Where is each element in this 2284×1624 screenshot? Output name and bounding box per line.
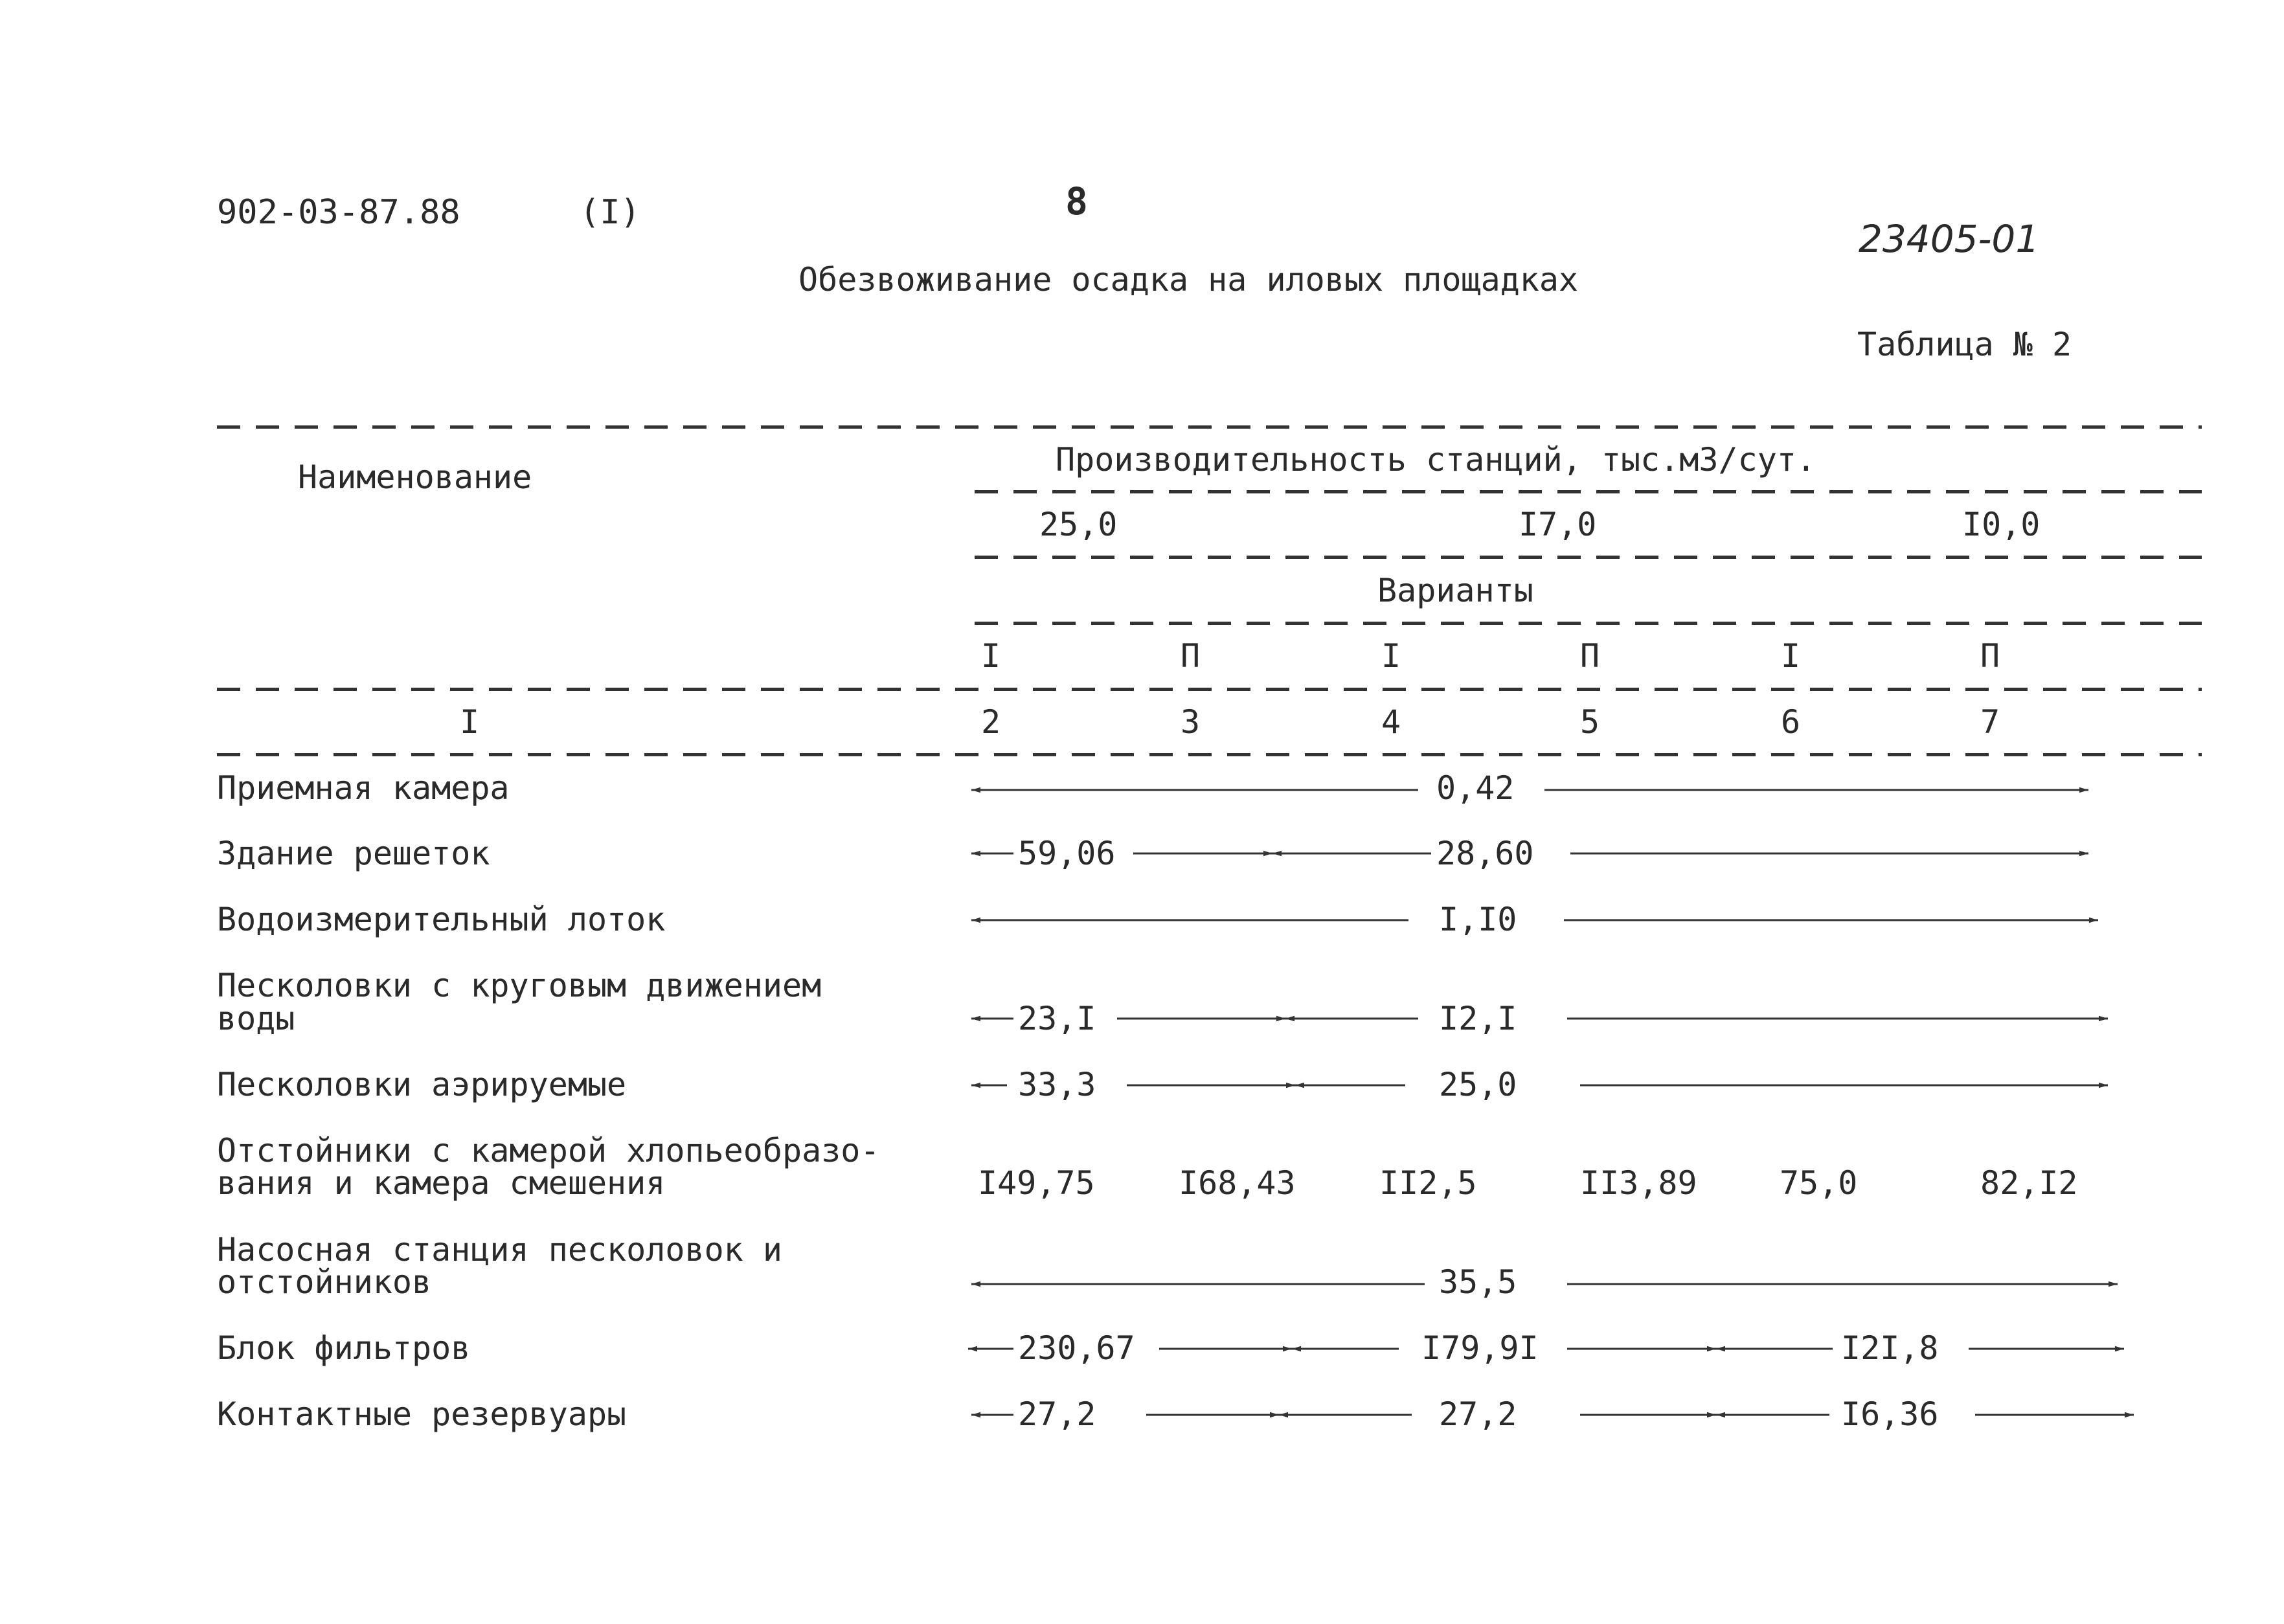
value-filter-block-17: I79,9I bbox=[1421, 1329, 1539, 1367]
capacity-10: I0,0 bbox=[1962, 506, 2041, 543]
document-part: (I) bbox=[580, 193, 640, 232]
row-name-screen-building: Здание решеток bbox=[217, 835, 490, 872]
variant-1: I bbox=[981, 637, 1001, 675]
row-name-contact-reservoirs: Контактные резервуары bbox=[217, 1395, 627, 1433]
value-settlers-col7: 82,I2 bbox=[1980, 1164, 2078, 1202]
row-name-pump-station-line1: Насосная станция песколовок и bbox=[217, 1231, 782, 1269]
capacity-17: I7,0 bbox=[1519, 506, 1597, 543]
column-number-6: 6 bbox=[1781, 703, 1801, 741]
value-settlers-col3: I68,43 bbox=[1179, 1164, 1296, 1202]
row-name-settlers-line1: Отстойники с камерой хлопьеобразо- bbox=[217, 1132, 880, 1169]
row-name-settlers-line2: вания и камера смешения bbox=[217, 1164, 666, 1202]
value-screen-building-25: 59,06 bbox=[1018, 835, 1116, 872]
row-name-circular-grit-line1: Песколовки с круговым движением bbox=[217, 967, 822, 1004]
value-circular-grit-17: I2,I bbox=[1439, 1000, 1517, 1037]
row-name-receiving-chamber: Приемная камера bbox=[217, 769, 510, 807]
value-aerated-grit-25: 33,3 bbox=[1018, 1066, 1096, 1103]
value-settlers-col4: II2,5 bbox=[1379, 1164, 1477, 1202]
value-metering-flume: I,I0 bbox=[1439, 901, 1517, 938]
row-name-circular-grit-line2: воды bbox=[217, 1000, 295, 1037]
column-number-4: 4 bbox=[1381, 703, 1401, 741]
variant-5: I bbox=[1781, 637, 1801, 675]
page-number: 8 bbox=[1065, 179, 1088, 223]
row-name-filter-block: Блок фильтров bbox=[217, 1329, 471, 1367]
table-label: Таблица № 2 bbox=[1857, 326, 2072, 363]
value-aerated-grit-17: 25,0 bbox=[1439, 1066, 1517, 1103]
variant-4: П bbox=[1580, 637, 1600, 675]
value-receiving-chamber: 0,42 bbox=[1436, 769, 1515, 807]
row-name-pump-station-line2: отстойников bbox=[217, 1263, 432, 1301]
column-number-2: 2 bbox=[981, 703, 1001, 741]
document-code: 902-03-87.88 bbox=[217, 193, 460, 232]
variant-3: I bbox=[1381, 637, 1401, 675]
row-name-aerated-grit: Песколовки аэрируемые bbox=[217, 1066, 627, 1103]
value-filter-block-10: I2I,8 bbox=[1841, 1329, 1939, 1367]
capacity-25: 25,0 bbox=[1039, 506, 1118, 543]
value-screen-building-17: 28,60 bbox=[1436, 835, 1534, 872]
column-number-7: 7 bbox=[1980, 703, 2000, 741]
value-contact-reservoirs-17: 27,2 bbox=[1439, 1395, 1517, 1433]
column-number-3: 3 bbox=[1181, 703, 1201, 741]
value-circular-grit-25: 23,I bbox=[1018, 1000, 1096, 1037]
page-title: Обезвоживание осадка на иловых площадках bbox=[798, 261, 1579, 299]
variant-6: П bbox=[1980, 637, 2000, 675]
inventory-number: 23405-01 bbox=[1859, 217, 2040, 261]
column-number-5: 5 bbox=[1580, 703, 1600, 741]
variants-header: Варианты bbox=[1377, 572, 1533, 609]
name-column-header: Наименование bbox=[298, 458, 532, 496]
column-number-1: I bbox=[460, 703, 480, 741]
value-contact-reservoirs-10: I6,36 bbox=[1841, 1395, 1939, 1433]
value-contact-reservoirs-25: 27,2 bbox=[1018, 1395, 1096, 1433]
row-name-metering-flume: Водоизмерительный лоток bbox=[217, 901, 666, 938]
value-pump-station: 35,5 bbox=[1439, 1263, 1517, 1301]
value-settlers-col2: I49,75 bbox=[978, 1164, 1095, 1202]
variant-2: П bbox=[1181, 637, 1201, 675]
value-settlers-col6: 75,0 bbox=[1780, 1164, 1858, 1202]
capacity-header: Производительность станций, тыс.м3/сут. bbox=[1056, 441, 1816, 479]
value-settlers-col5: II3,89 bbox=[1580, 1164, 1697, 1202]
value-filter-block-25: 230,67 bbox=[1018, 1329, 1135, 1367]
